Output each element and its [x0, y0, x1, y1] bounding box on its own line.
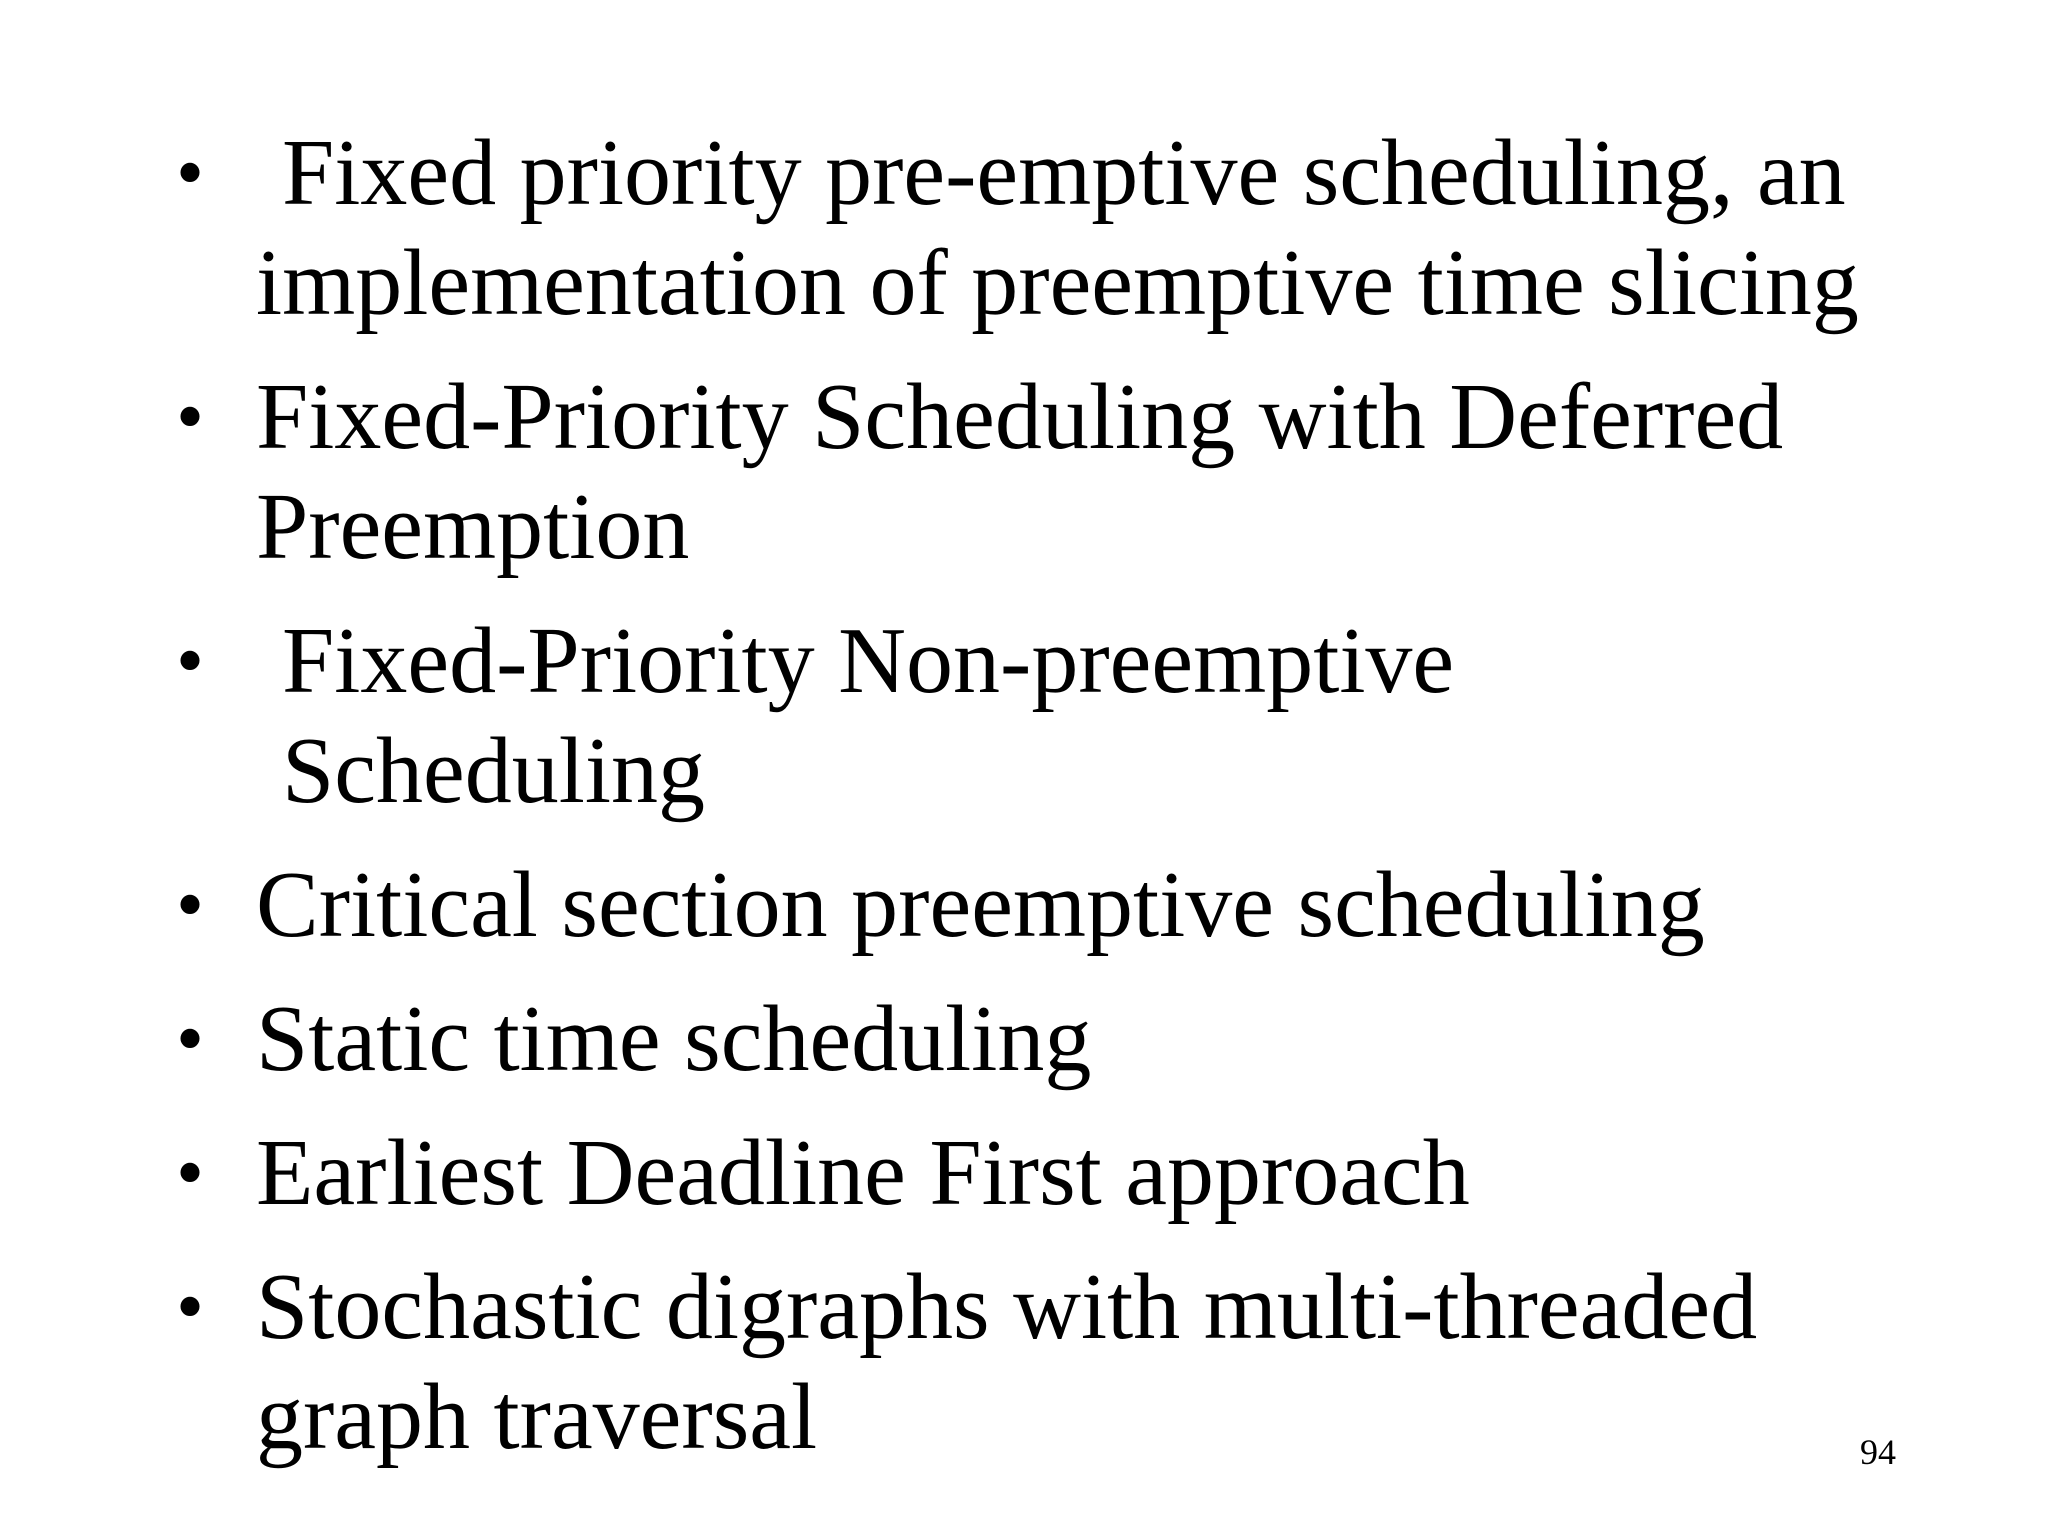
bullet-text: Fixed-Priority Scheduling with Deferred [256, 365, 1784, 469]
bullet-text: Fixed priority pre-emptive scheduling, an [282, 121, 1846, 225]
bullet-icon: • [176, 129, 205, 217]
bullet-text-continuation: implementation of preemptive time slicing [256, 231, 1859, 335]
bullet-icon: • [176, 617, 205, 705]
list-item [176, 118, 1876, 338]
list-item [176, 984, 1876, 1094]
list-item [176, 362, 1876, 582]
bullet-icon: • [176, 373, 205, 461]
page-number: 94 [1860, 1432, 1896, 1472]
bullet-icon: • [176, 861, 205, 949]
bullet-icon: • [176, 1263, 205, 1351]
bullet-text-continuation: Preemption [256, 475, 690, 579]
list-item [176, 850, 1876, 960]
bullet-text: Fixed-Priority Non-preemptive Scheduling [282, 609, 1455, 823]
list-item [176, 606, 1876, 826]
list-item [176, 1252, 1876, 1472]
bullet-list [176, 118, 1876, 1496]
bullet-text: Stochastic digraphs with multi-threaded [256, 1255, 1758, 1359]
bullet-text: Earliest Deadline First approach [256, 1121, 1470, 1225]
bullet-text: Critical section preemptive scheduling [256, 853, 1705, 957]
bullet-text: Static time scheduling [256, 987, 1092, 1091]
list-item [176, 1118, 1876, 1228]
bullet-icon: • [176, 1129, 205, 1217]
bullet-text-continuation: graph traversal [256, 1365, 818, 1469]
bullet-icon: • [176, 995, 205, 1083]
